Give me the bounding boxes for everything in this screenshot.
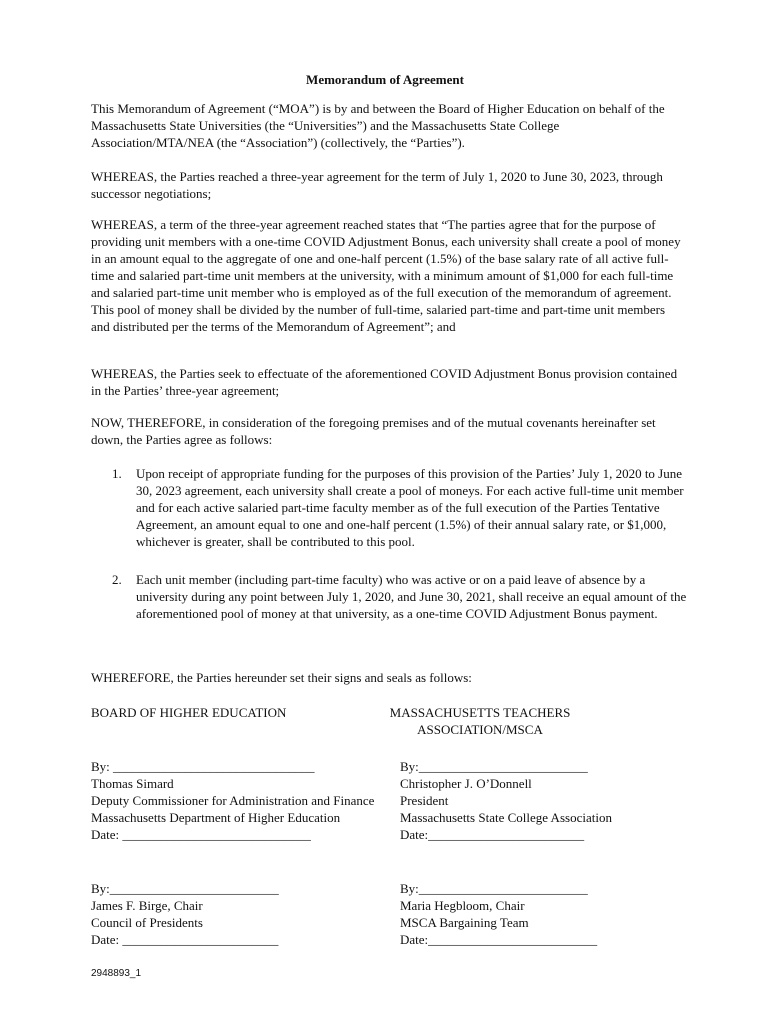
- signature-block-board: [91, 758, 374, 843]
- list-item: [112, 465, 687, 550]
- list-item-text: Upon receipt of appropriate funding for the purposes of this provision of the Parties’ July 1, 2020 to June 30, 2023 agreement, each university shall create a pool of moneys. For each active full-time unit member and for each active salaried part-time faculty member as of the full execution of the Parties Tentative Agreement, an amount equal to one and one-half percent (1.5%) of their annual salary rate, or $1,000, whichever is greater, shall be contributed to this pool.: [136, 466, 684, 549]
- now-therefore-paragraph: NOW, THEREFORE, in consideration of the foregoing premises and of the mutual covenants hereinafter set down, the Parties agree as follows:: [91, 415, 656, 447]
- signature-line: By:__________________________: [400, 881, 588, 896]
- signatory-organization: Massachusetts Department of Higher Education: [91, 810, 341, 825]
- list-item-number: 1.: [112, 466, 122, 481]
- signature-block-association: [400, 758, 612, 843]
- date-line: Date: ________________________: [91, 932, 279, 947]
- signature-line: By: _______________________________: [91, 759, 315, 774]
- signatory-organization: Council of Presidents: [91, 915, 203, 930]
- intro-paragraph: This Memorandum of Agreement (“MOA”) is by and between the Board of Higher Education on behalf of the Massachusetts State Universities (the “Universities”) and the Massachusetts State College Association/MTA/NEA (the “Association”) (collectively, the “Parties”).: [91, 101, 665, 150]
- whereas-paragraph-3: WHEREAS, the Parties seek to effectuate of the aforementioned COVID Adjustment Bonus provision contained in the Parties’ three-year agreement;: [91, 366, 678, 398]
- list-item-text: Each unit member (including part-time faculty) who was active or on a paid leave of absence by a university during any point between July 1, 2020, and June 30, 2021, shall receive an equal amount of the aforementioned pool of money at that university, as a one-time COVID Adjustment Bonus payment.: [136, 572, 687, 621]
- signature-line: By:__________________________: [400, 759, 588, 774]
- signature-block-council: [91, 880, 279, 948]
- list-item: [112, 571, 687, 622]
- signatory-organization: Massachusetts State College Association: [400, 810, 612, 825]
- list-item-number: 2.: [112, 572, 122, 587]
- whereas-paragraph-1: WHEREAS, the Parties reached a three-year agreement for the term of July 1, 2020 to June 30, 2023, through successor negotiations;: [91, 169, 663, 201]
- document-title: Memorandum of Agreement: [306, 72, 464, 87]
- signatory-name: Thomas Simard: [91, 776, 174, 791]
- signature-block-bargaining-team: [400, 880, 597, 948]
- signatory-name: Maria Hegbloom, Chair: [400, 898, 525, 913]
- whereas-paragraph-2: WHEREAS, a term of the three-year agreement reached states that “The parties agree that for the purpose of providing unit members with a one-time COVID Adjustment Bonus, each university shall create a pool of money in an amount equal to the aggregate of one and one-half percent (1.5%) of the base salary rate of all active full-time and salaried part-time unit members at the university, with a minimum amount of $1,000 for each full-time and salaried part-time unit member who is employed as of the full execution of the memorandum of agreement. This pool of money shall be divided by the number of full-time, salaried part-time and part-time unit members and distributed per the terms of the Memorandum of Agreement”; and: [91, 217, 681, 334]
- signatory-title: President: [400, 793, 449, 808]
- signatory-name: Christopher J. O’Donnell: [400, 776, 532, 791]
- signature-line: By:__________________________: [91, 881, 279, 896]
- party-right-heading: MASSACHUSETTS TEACHERS ASSOCIATION/MSCA: [389, 705, 571, 737]
- signatory-title: Deputy Commissioner for Administration and Finance: [91, 793, 375, 808]
- date-line: Date:________________________: [400, 827, 585, 842]
- wherefore-paragraph: WHEREFORE, the Parties hereunder set their signs and seals as follows:: [91, 670, 472, 685]
- party-left-heading: BOARD OF HIGHER EDUCATION: [91, 705, 287, 720]
- signatory-organization: MSCA Bargaining Team: [400, 915, 529, 930]
- date-line: Date:__________________________: [400, 932, 598, 947]
- signatory-name: James F. Birge, Chair: [91, 898, 203, 913]
- date-line: Date: _____________________________: [91, 827, 311, 842]
- document-number: 2948893_1: [91, 968, 142, 979]
